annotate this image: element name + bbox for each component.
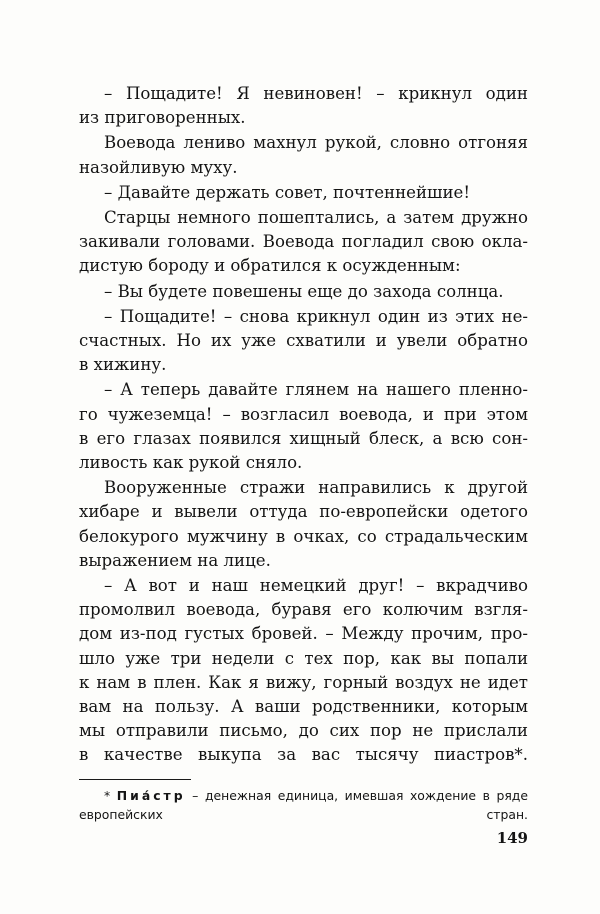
paragraph-4 <box>79 206 528 279</box>
text-line: Старцы немного пошептались, а затем дружно <box>104 208 528 228</box>
footnote-divider <box>79 779 191 780</box>
text-line: вам на пользу. А ваши родственники, которым <box>79 697 528 717</box>
footnote-line: европейских стран. <box>79 807 528 822</box>
text-line: го чужеземца! – возгласил воевода, и при этом <box>79 404 528 424</box>
text-line: хибаре и вывели оттуда по-европейски одетого <box>79 502 528 522</box>
main-text <box>79 82 528 768</box>
text-line: – Пощадите! – снова крикнул один из этих не- <box>104 306 528 326</box>
text-line: – Пощадите! Я невиновен! – крикнул один <box>104 84 528 103</box>
page-number: 149 <box>496 829 528 847</box>
text-line: – Давайте держать совет, почтеннейшие! <box>104 182 471 202</box>
paragraph-9 <box>79 574 528 768</box>
paragraph-7 <box>79 378 528 475</box>
text-line: ливость как рукой сняло. <box>79 453 303 473</box>
text-line: в хижину. <box>79 355 167 375</box>
text-line: выражением на лице. <box>79 550 271 570</box>
text-line: – А теперь давайте глянем на нашего пленно- <box>104 380 528 400</box>
text-line: закивали головами. Воевода погладил свою окла- <box>79 232 528 252</box>
paragraph-6 <box>79 305 528 378</box>
text-line: в его глазах появился хищный блеск, а всю сон- <box>79 428 528 448</box>
paragraph-8 <box>79 476 528 573</box>
text-line: мы отправили письмо, до сих пор не прислали <box>79 721 528 741</box>
text-line: дом из-под густых бровей. – Между прочим, про- <box>79 624 528 644</box>
paragraph-3 <box>79 181 528 205</box>
paragraph-2 <box>79 131 528 179</box>
text-line: назойливую муху. <box>79 157 238 177</box>
text-line: дистую бороду и обратился к осужденным: <box>79 256 461 276</box>
footnote-definition: – денежная единица, имевшая хождение в ряде <box>185 788 528 803</box>
text-line: белокурого мужчину в очках, со страдальческим <box>79 526 528 546</box>
paragraph-1 <box>79 82 528 130</box>
text-line: – Вы будете повешены еще до захода солнца. <box>104 281 504 301</box>
text-line: к нам в плен. Как я вижу, горный воздух не идет <box>79 672 528 692</box>
text-line: счастных. Но их уже схватили и увели обратно <box>79 331 528 351</box>
text-line: – А вот и наш немецкий друг! – вкрадчиво <box>104 576 528 596</box>
footnote-marker: * <box>104 788 111 803</box>
text-line: промолвил воевода, буравя его колючим взгля- <box>79 600 528 620</box>
footnote-term: Пиа́стр <box>116 788 186 803</box>
text-line: из приговоренных. <box>79 108 246 128</box>
footnote <box>79 786 528 824</box>
text-line: в качестве выкупа за вас тысячу пиастров*. <box>79 745 528 765</box>
paragraph-5 <box>79 280 528 304</box>
footnote-line <box>79 786 528 805</box>
text-line: Вооруженные стражи направились к другой <box>104 478 528 498</box>
text-line: шло уже три недели с тех пор, как вы попали <box>79 648 528 668</box>
text-line: Воевода лениво махнул рукой, словно отгоняя <box>104 133 528 153</box>
